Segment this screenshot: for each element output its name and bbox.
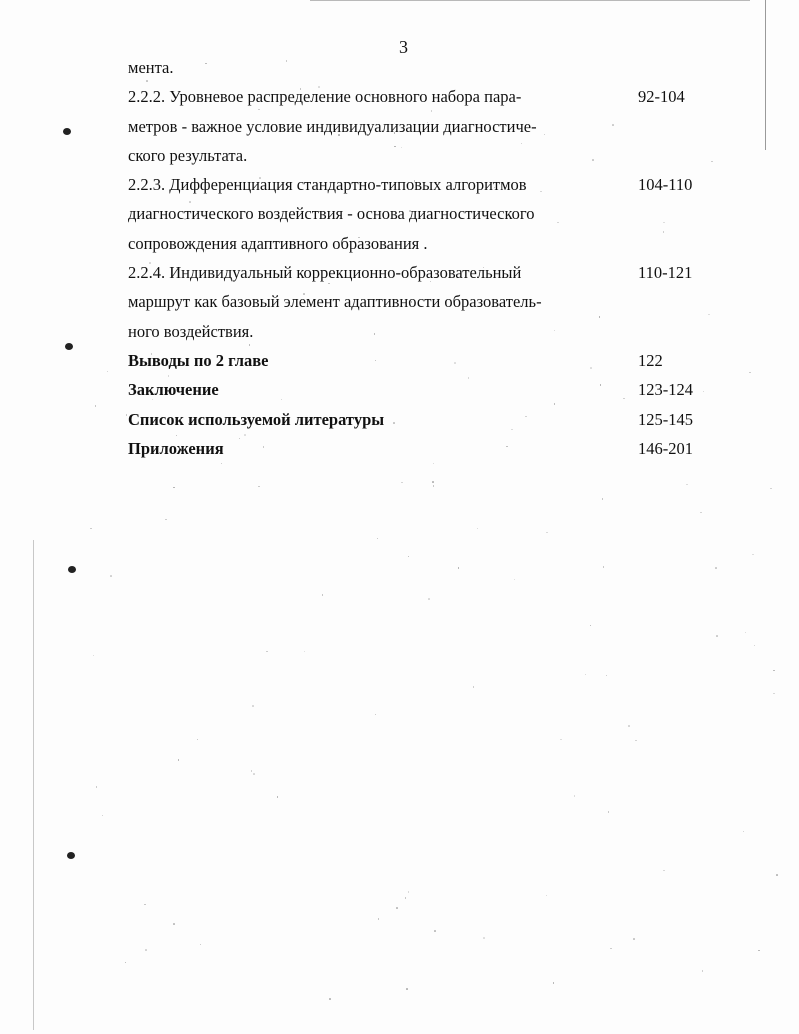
toc-entry-text: Заключение: [128, 380, 219, 400]
scan-speck: [107, 371, 109, 373]
punch-hole-mark: [67, 852, 75, 859]
scan-speck: [608, 811, 610, 813]
punch-hole-mark: [68, 566, 76, 573]
toc-entry-text: маршрут как базовый элемент адаптивности образователь-: [128, 292, 542, 312]
toc-line: [128, 233, 718, 262]
toc-line: [128, 262, 718, 291]
scan-edge-right: [765, 0, 766, 150]
scan-speck: [252, 705, 254, 707]
scan-speck: [458, 567, 460, 569]
scan-speck: [546, 532, 548, 534]
scan-speck: [715, 567, 717, 569]
scan-speck: [602, 498, 604, 500]
scan-speck: [110, 575, 112, 577]
scan-speck: [304, 651, 306, 653]
scan-speck: [628, 725, 630, 727]
scan-speck: [700, 512, 702, 514]
toc-line: [128, 321, 718, 350]
scan-speck: [178, 759, 180, 761]
scan-speck: [377, 538, 379, 540]
toc-entry-text: сопровождения адаптивного образования .: [128, 233, 428, 253]
scan-speck: [375, 714, 377, 716]
scan-speck: [144, 904, 146, 906]
scan-speck: [200, 944, 202, 946]
punch-hole-mark: [65, 343, 73, 350]
scan-speck: [546, 895, 548, 897]
page-number: 3: [399, 37, 408, 57]
scan-speck: [96, 786, 98, 788]
scan-speck: [378, 918, 380, 920]
scan-speck: [743, 831, 745, 833]
table-of-contents: [128, 57, 718, 467]
scan-speck: [590, 625, 592, 627]
scan-speck: [585, 674, 587, 676]
scan-speck: [433, 485, 435, 487]
scan-speck: [434, 930, 436, 932]
toc-entry-text: Приложения: [128, 438, 224, 458]
scan-speck: [406, 988, 408, 990]
scan-speck: [322, 594, 324, 596]
scan-speck: [329, 998, 331, 1000]
scan-speck: [102, 815, 104, 817]
scan-speck: [396, 907, 398, 909]
toc-entry-text: диагностического воздействия - основа диагностического: [128, 204, 535, 224]
toc-entry-text: метров - важное условие индивидуализации диагностиче-: [128, 116, 537, 136]
scan-speck: [408, 556, 410, 558]
scan-speck: [266, 651, 268, 653]
scan-speck: [405, 897, 407, 899]
toc-line: [128, 145, 718, 174]
scan-speck: [773, 670, 775, 672]
scan-speck: [173, 487, 175, 489]
scan-speck: [95, 405, 97, 407]
scan-speck: [716, 635, 718, 637]
toc-entry-pages: 110-121: [638, 263, 693, 283]
toc-entry-text: 2.2.2. Уровневое распределение основного набора пара-: [128, 87, 522, 107]
toc-entry-text: ского результата.: [128, 145, 248, 165]
toc-entry-text: мента.: [128, 58, 174, 77]
scan-speck: [408, 891, 410, 893]
scan-speck: [126, 414, 128, 416]
scan-speck: [754, 645, 756, 647]
scan-speck: [773, 693, 775, 695]
toc-entry-text: ного воздействия.: [128, 321, 254, 341]
scan-speck: [702, 970, 704, 972]
scan-speck: [749, 372, 751, 374]
toc-entry-pages: 146-201: [638, 438, 693, 458]
toc-line: [128, 57, 718, 86]
scan-speck: [432, 481, 434, 483]
toc-line: [128, 291, 718, 320]
toc-entry-pages: 92-104: [638, 87, 685, 107]
scan-speck: [173, 923, 175, 925]
scan-speck: [251, 770, 253, 772]
toc-line: [128, 438, 718, 467]
scan-speck: [633, 938, 635, 940]
scan-speck: [770, 488, 772, 490]
scan-speck: [401, 482, 403, 484]
scan-speck: [635, 740, 637, 742]
scan-speck: [253, 773, 255, 775]
toc-line: [128, 379, 718, 408]
scan-edge-left: [33, 540, 34, 1030]
toc-line: [128, 409, 718, 438]
toc-entry-pages: 123-124: [638, 380, 693, 400]
scan-speck: [514, 579, 516, 581]
scan-speck: [258, 486, 260, 488]
scan-speck: [553, 982, 555, 984]
scan-speck: [560, 739, 562, 741]
toc-entry-text: Список используемой литературы: [128, 409, 385, 429]
scan-speck: [686, 484, 688, 486]
scan-speck: [428, 598, 430, 600]
scan-speck: [473, 686, 475, 688]
toc-entry-text: Выводы по 2 главе: [128, 350, 269, 370]
toc-entry-pages: 122: [638, 350, 663, 370]
scan-speck: [752, 554, 754, 556]
scan-speck: [574, 795, 576, 797]
scan-speck: [745, 632, 747, 634]
toc-entry-pages: 104-110: [638, 175, 693, 195]
scan-edge-top: [310, 0, 750, 1]
toc-entry-text: 2.2.3. Дифференциация стандартно-типовых алгоритмов: [128, 175, 527, 195]
scan-speck: [145, 949, 147, 951]
toc-line: [128, 350, 718, 379]
toc-line: [128, 174, 718, 203]
toc-line: [128, 86, 718, 115]
scan-speck: [758, 950, 760, 952]
scan-speck: [603, 566, 605, 568]
scan-speck: [277, 796, 279, 798]
toc-line: [128, 116, 718, 145]
punch-hole-mark: [63, 128, 71, 135]
scan-speck: [663, 870, 665, 872]
scan-speck: [93, 655, 95, 657]
toc-entry-pages: 125-145: [638, 409, 693, 429]
scan-speck: [197, 739, 199, 741]
scan-speck: [610, 948, 612, 950]
scan-speck: [477, 528, 479, 530]
scan-speck: [165, 519, 167, 521]
scan-speck: [483, 937, 485, 939]
toc-line: [128, 203, 718, 232]
scan-speck: [606, 675, 608, 677]
scan-speck: [125, 962, 127, 964]
scan-speck: [776, 874, 778, 876]
scan-speck: [90, 528, 92, 530]
toc-entry-text: 2.2.4. Индивидуальный коррекционно-образовательный: [128, 263, 522, 283]
